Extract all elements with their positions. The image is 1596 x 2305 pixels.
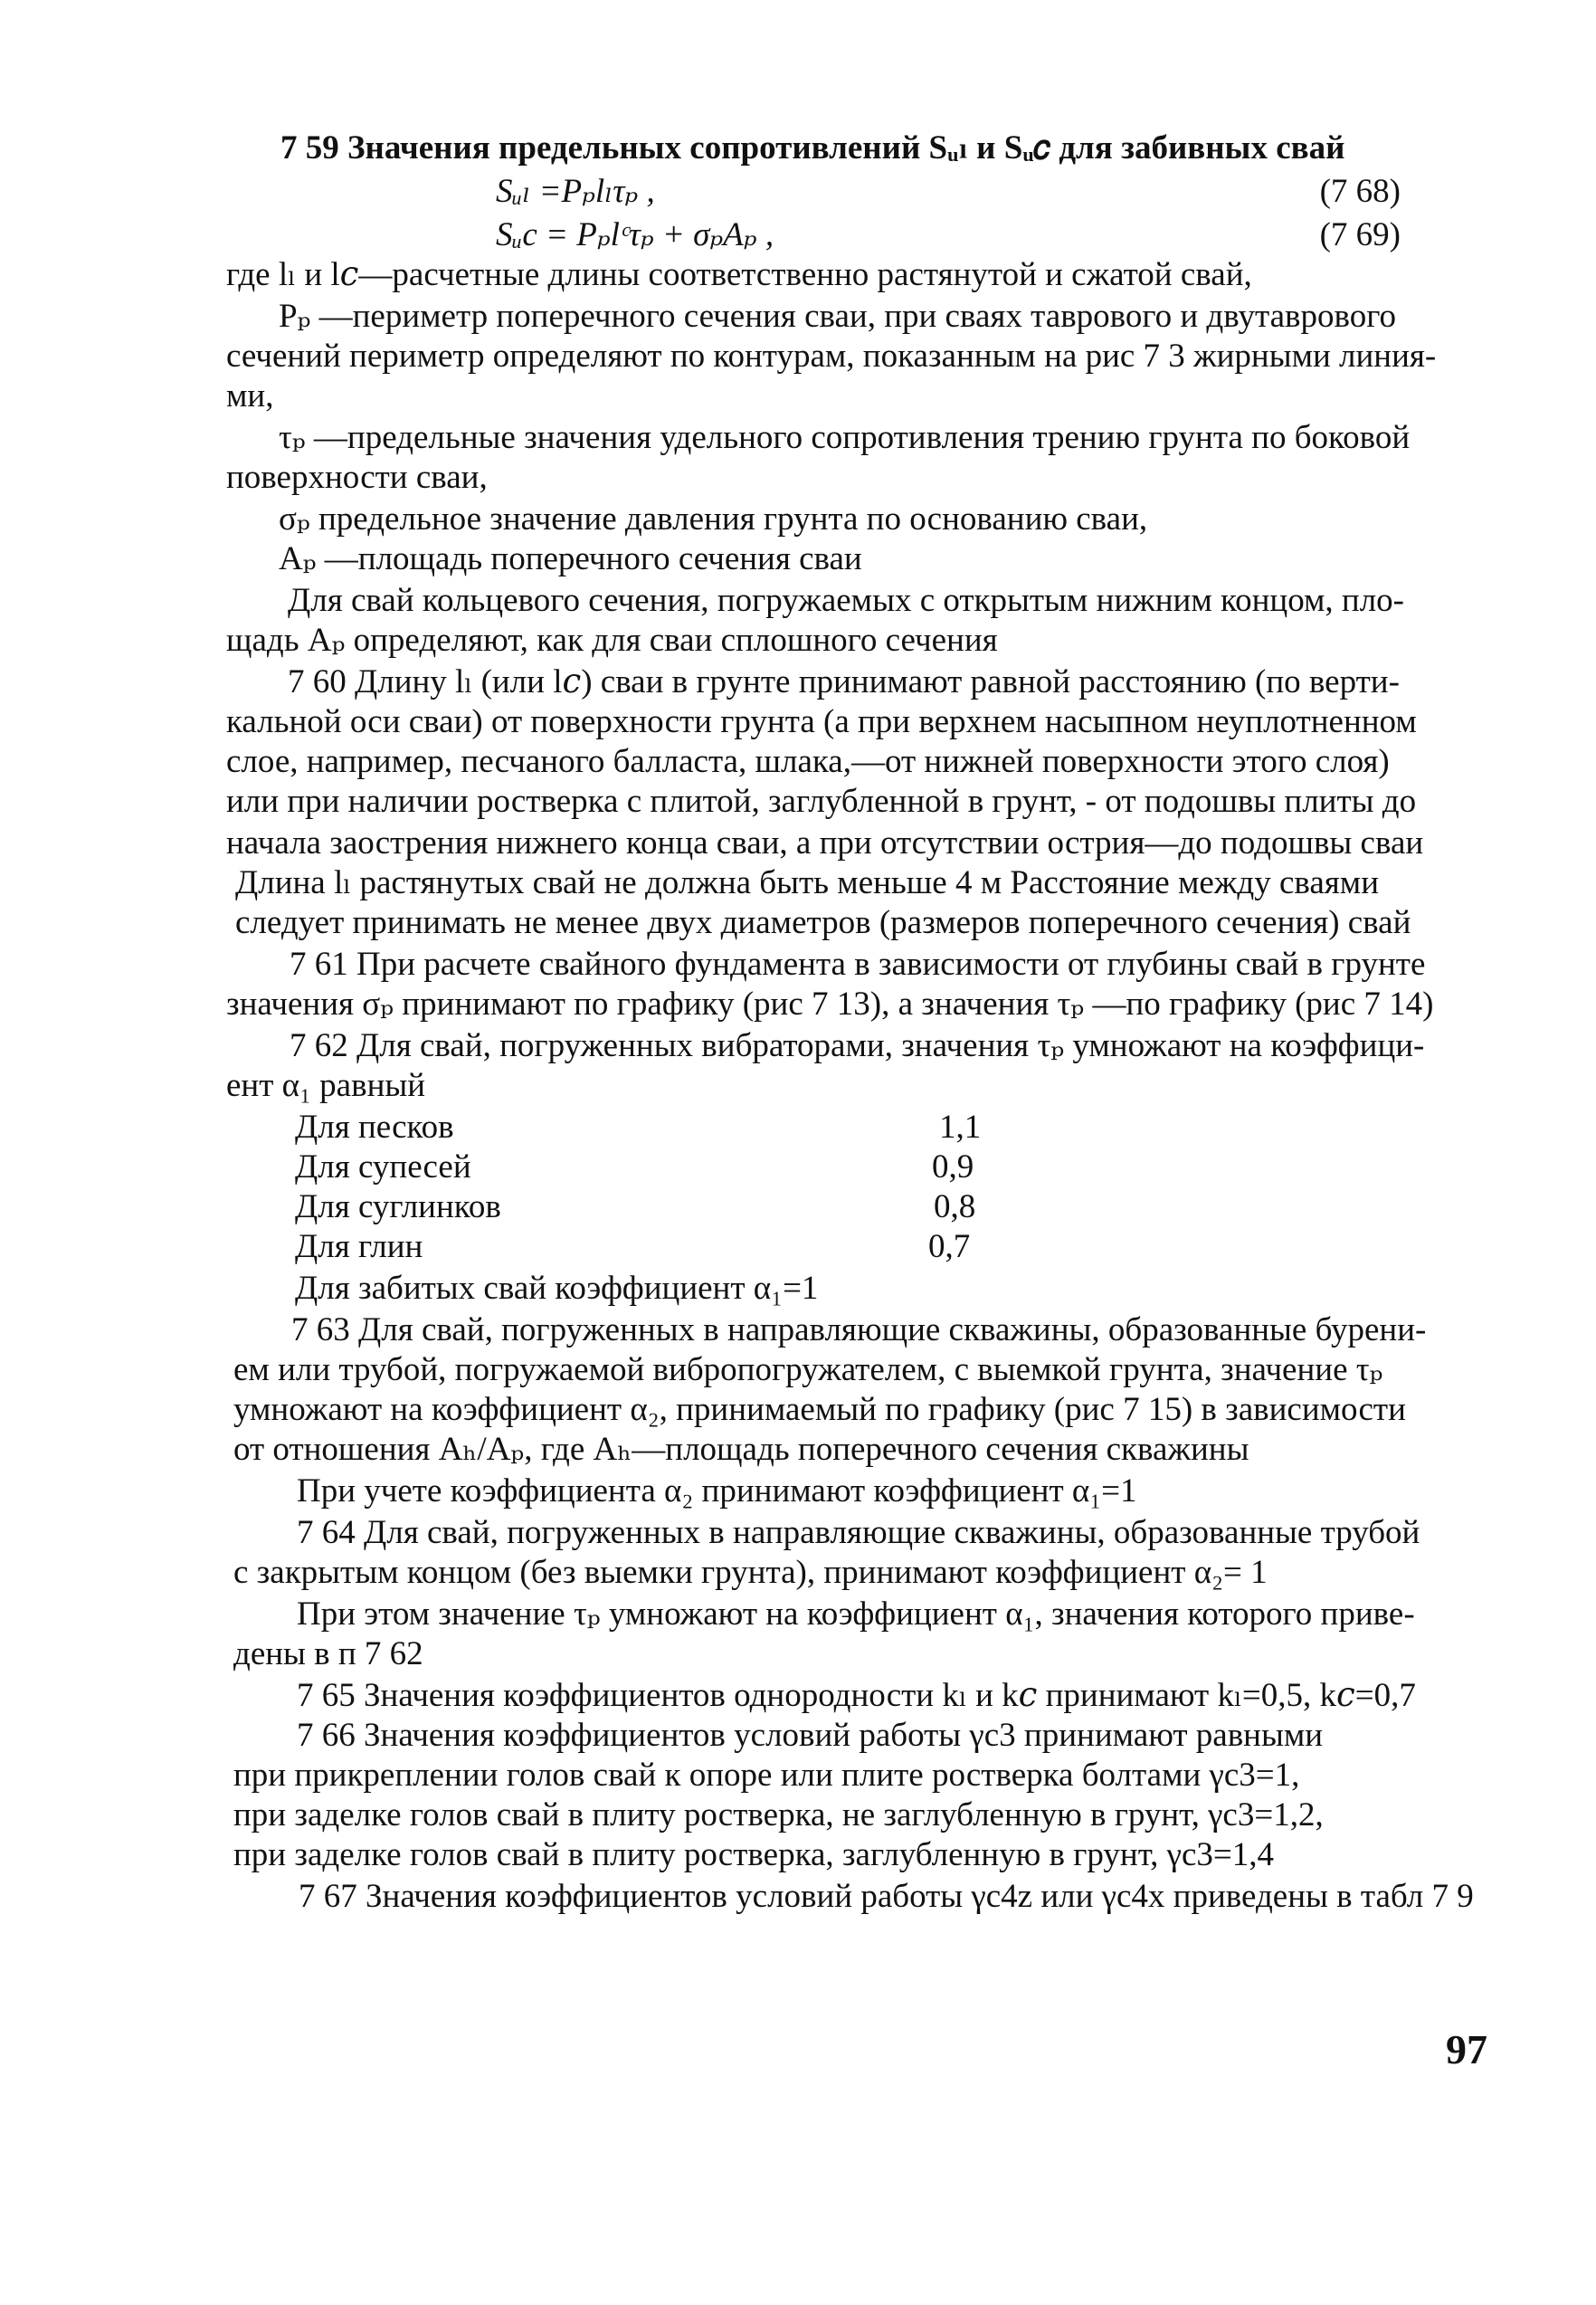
text-line: 7 66 Значения коэффициентов условий работы γc3 принимают равными [297, 1717, 1324, 1754]
text-line: ент α₁ равный [226, 1067, 426, 1104]
text-line: сечений периметр определяют по контурам, показанным на рис 7 3 жирными линия- [226, 338, 1437, 375]
text-line: 7 65 Значения коэффициентов однородности kₗ и k𝑐 принимают kₗ=0,5, k𝑐=0,7 [297, 1677, 1416, 1714]
text-line: ми, [226, 377, 274, 414]
text-line: щадь Aₚ определяют, как для сваи сплошного сечения [226, 622, 998, 659]
coef-value: 0,8 [934, 1188, 976, 1225]
text-line: или при наличии ростверка с плитой, заглубленной в грунт, - от подошвы плиты до [226, 783, 1417, 820]
page-number: 97 [1446, 2026, 1487, 2072]
text-line: поверхности сваи, [226, 459, 488, 496]
text-line: 7 60 Длину lₗ (или l𝑐) сваи в грунте принимают равной расстоянию (по верти- [288, 663, 1400, 700]
text-line: 7 63 Для свай, погруженных в направляющие скважины, образованные бурени- [291, 1311, 1427, 1348]
text-line: кальной оси сваи) от поверхности грунта (а при верхнем насыпном неуплотненном [226, 703, 1417, 740]
text-line: Для забитых свай коэффициент α₁=1 [295, 1270, 819, 1307]
text-line: умножают на коэффициент α₂, принимаемый по графику (рис 7 15) в зависимости [233, 1391, 1406, 1428]
text-line: ем или трубой, погружаемой вибропогружателем, с выемкой грунта, значение τₚ [233, 1351, 1383, 1388]
text-line: 7 67 Значения коэффициентов условий работы γc4z или γc4x приведены в табл 7 9 [299, 1878, 1474, 1915]
text-line: 7 61 При расчете свайного фундамента в зависимости от глубины свай в грунте [290, 946, 1426, 983]
coef-value: 0,9 [932, 1148, 974, 1186]
text-line: Для свай кольцевого сечения, погружаемых с открытым нижним концом, пло- [288, 582, 1405, 619]
text-line: 7 64 Для свай, погруженных в направляющие скважины, образованные трубой [297, 1514, 1420, 1551]
text-line: от отношения Aₕ/Aₚ, где Aₕ—площадь поперечного сечения скважины [233, 1431, 1249, 1468]
text-line: 7 62 Для свай, погруженных вибраторами, значения τₚ умножают на коэффици- [290, 1027, 1425, 1064]
formula-number: (7 69) [1319, 216, 1401, 253]
text-line: При этом значение τₚ умножают на коэффициент α₁, значения которого приве- [297, 1595, 1415, 1633]
formula-expression: Sᵤₗ =Pₚlₗτₚ , [496, 173, 655, 210]
text-line: где lₗ и l𝑐—расчетные длины соответственно растянутой и сжатой свай, [226, 256, 1252, 293]
section-heading: 7 59 Значения предельных сопротивлений Sᵤₗ и Sᵤ𝑐 для забивных свай [280, 129, 1345, 167]
coef-value: 0,7 [928, 1228, 971, 1265]
formula-number: (7 68) [1319, 173, 1401, 210]
text-line: начала заострения нижнего конца сваи, а при отсутствии острия—до подошвы сваи [226, 824, 1424, 862]
coef-label: Для глин [295, 1228, 423, 1265]
text-line: Pₚ —периметр поперечного сечения сваи, при сваях таврового и двутаврового [279, 298, 1396, 335]
text-line: дены в п 7 62 [233, 1635, 423, 1672]
text-line: Aₚ —площадь поперечного сечения сваи [279, 540, 862, 577]
coef-value: 1,1 [939, 1109, 982, 1146]
coef-label: Для супесей [295, 1148, 471, 1186]
text-line: с закрытым концом (без выемки грунта), принимают коэффициент α₂= 1 [233, 1554, 1268, 1591]
formula-7-68 [496, 172, 1401, 212]
formula-expression: Sᵤc = Pₚlᶜτₚ + σₚAₚ , [496, 216, 774, 253]
text-line: при прикреплении голов свай к опоре или плите ростверка болтами γc3=1, [233, 1757, 1300, 1794]
coef-label: Для суглинков [295, 1188, 501, 1225]
text-line: При учете коэффициента α₂ принимают коэффициент α₁=1 [297, 1472, 1137, 1510]
text-line: значения σₚ принимают по графику (рис 7 13), а значения τₚ —по графику (рис 7 14) [226, 986, 1434, 1023]
text-line: Длина lₗ растянутых свай не должна быть меньше 4 м Расстояние между сваями [235, 864, 1380, 901]
text-line: при заделке голов свай в плиту ростверка, заглубленную в грунт, γc3=1,4 [233, 1836, 1274, 1873]
coef-label: Для песков [295, 1109, 454, 1146]
text-line: τₚ —предельные значения удельного сопротивления трению грунта по боковой [279, 419, 1411, 456]
text-line: слое, например, песчаного балласта, шлака,—от нижней поверхности этого слоя) [226, 743, 1390, 780]
text-line: σₚ предельное значение давления грунта по основанию сваи, [279, 500, 1148, 538]
formula-7-69 [496, 215, 1401, 255]
text-line: при заделке голов свай в плиту ростверка, не заглубленную в грунт, γc3=1,2, [233, 1796, 1324, 1834]
text-line: следует принимать не менее двух диаметров (размеров поперечного сечения) свай [235, 904, 1411, 941]
